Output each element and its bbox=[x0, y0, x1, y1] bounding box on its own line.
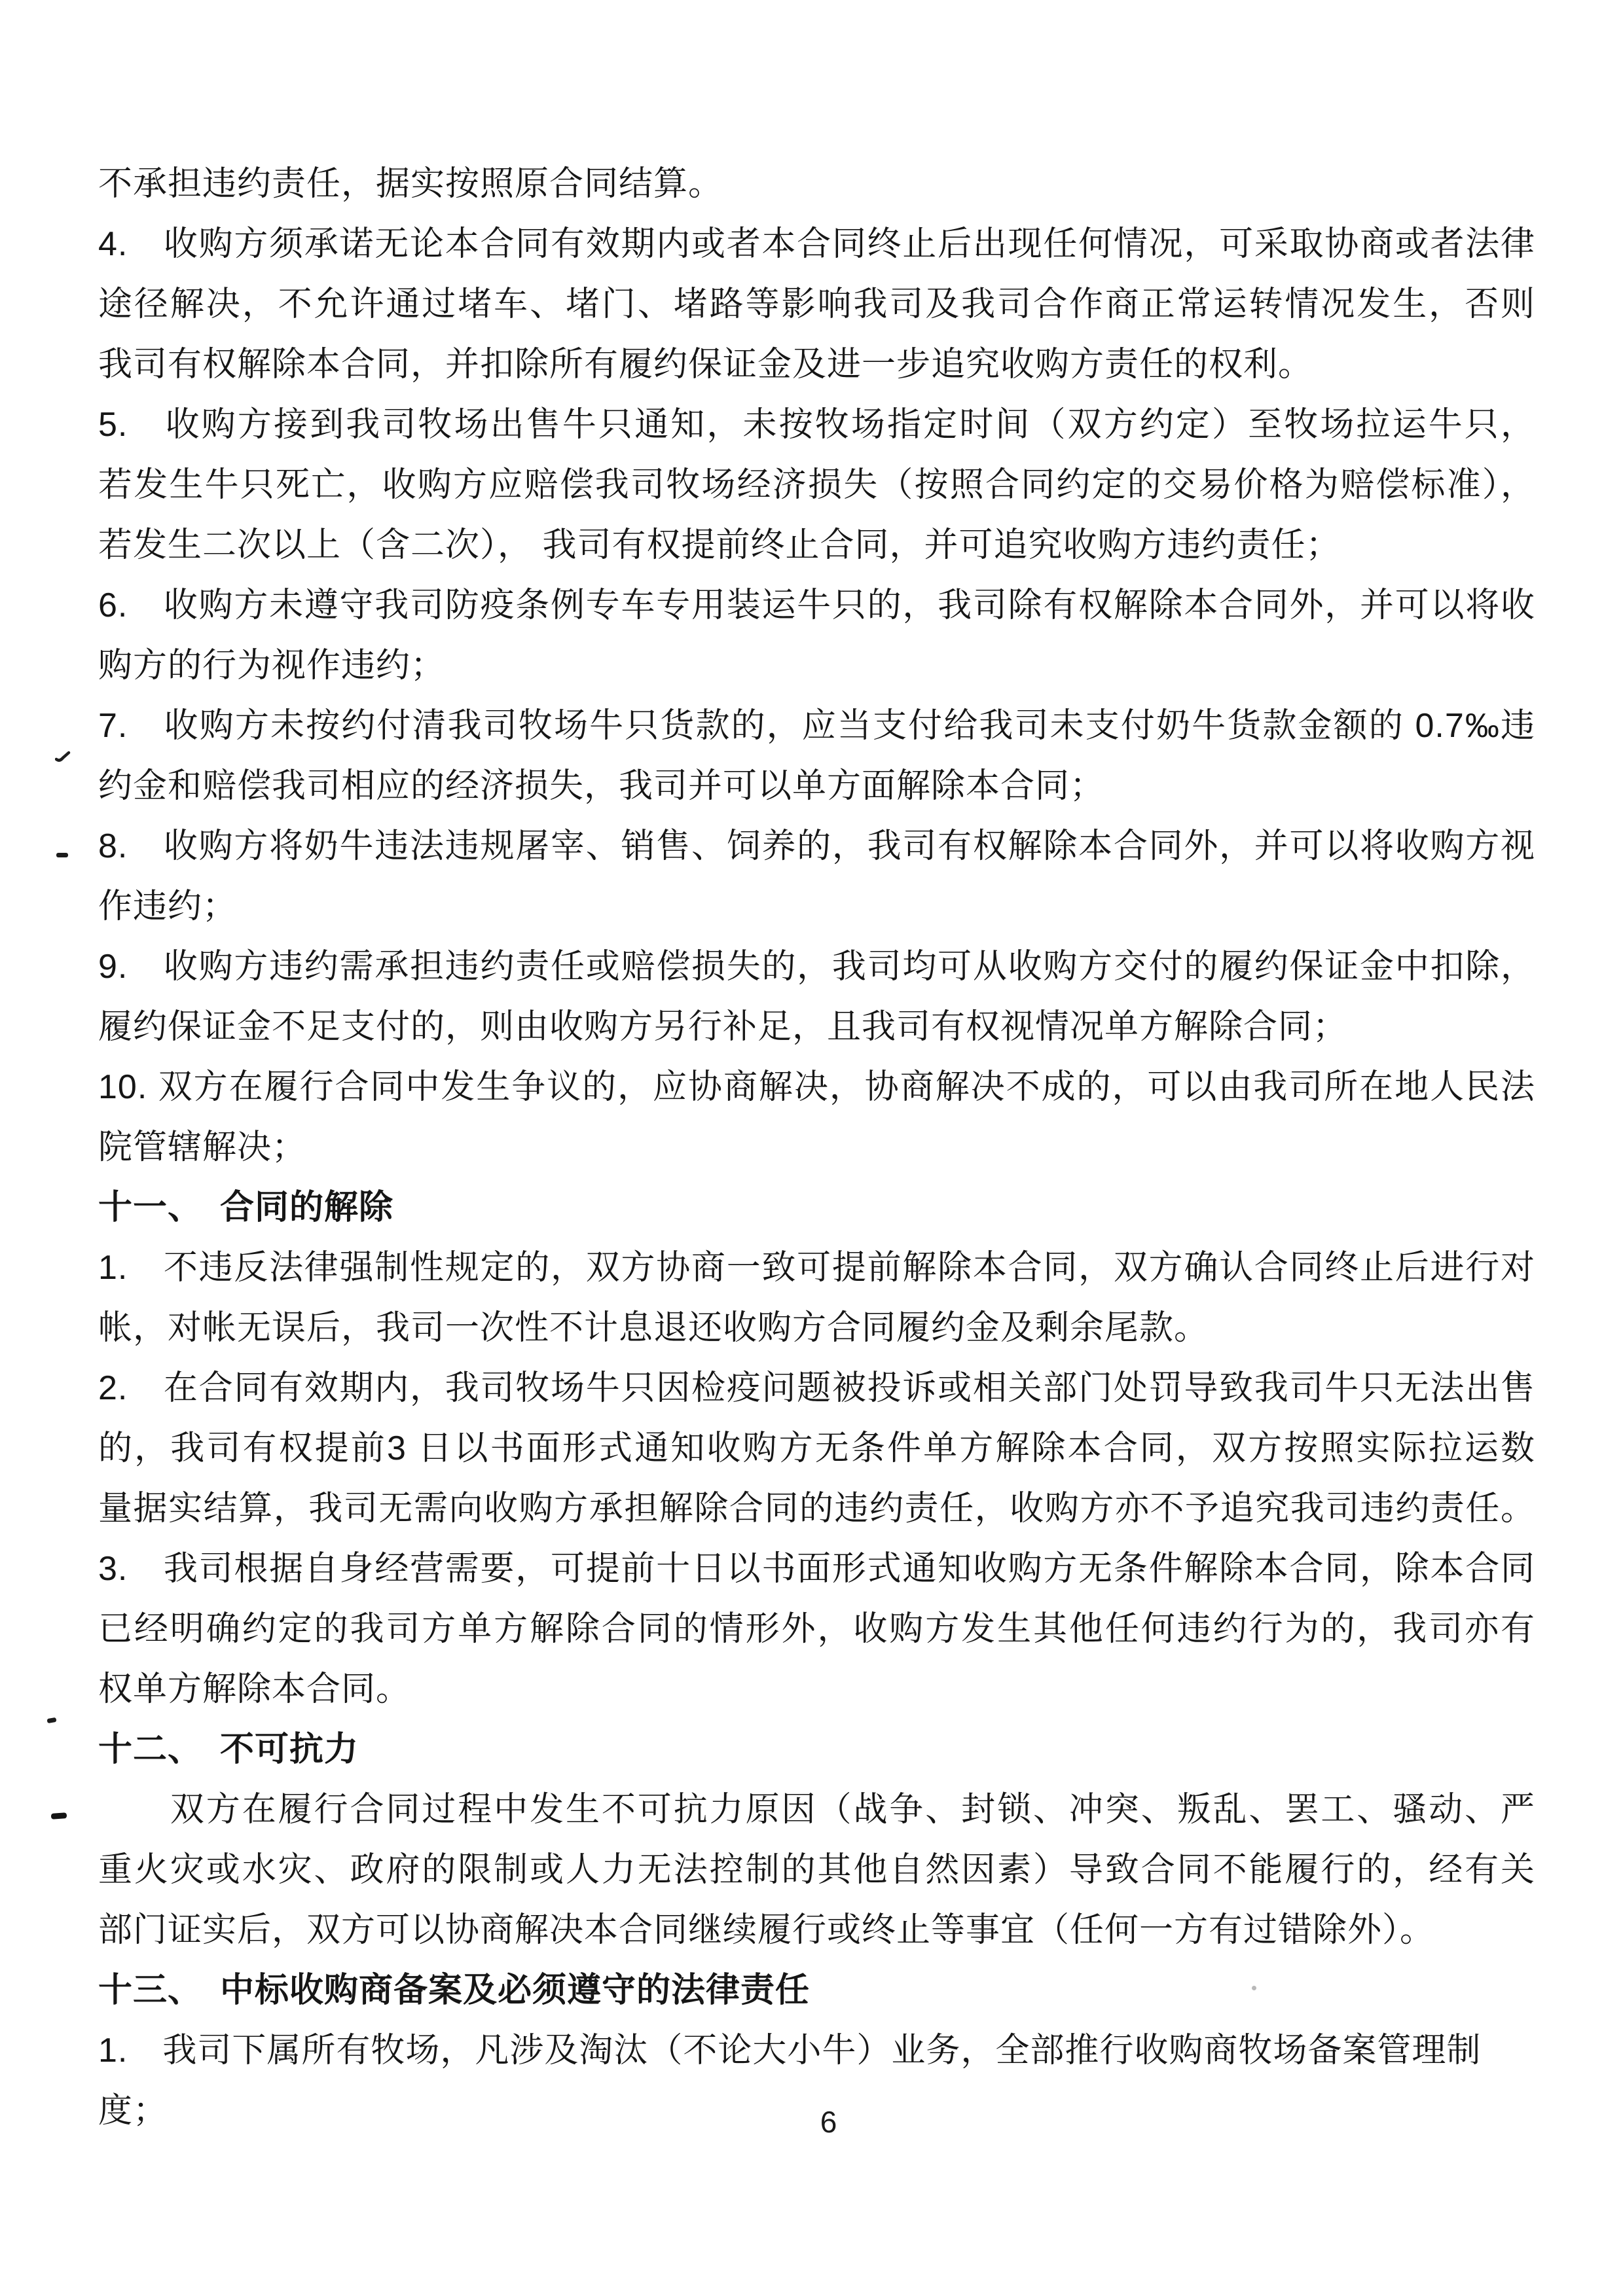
document-line: 院管辖解决； bbox=[98, 1128, 307, 1166]
document-line: 2. 在合同有效期内，我司牧场牛只因检疫问题被投诉或相关部门处罚导致我司牛只无法出售 bbox=[98, 1369, 1535, 1407]
margin-dash-mark bbox=[56, 853, 68, 857]
document-line: 履约保证金不足支付的，则由收购方另行补足，且我司有权视情况单方解除合同； bbox=[98, 1008, 1348, 1046]
document-line: 若发生牛只死亡，收购方应赔偿我司牧场经济损失（按照合同约定的交易价格为赔偿标准）， bbox=[98, 466, 1535, 504]
document-line: 购方的行为视作违约； bbox=[98, 647, 446, 685]
document-line: 3. 我司根据自身经营需要，可提前十日以书面形式通知收购方无条件解除本合同，除本合同 bbox=[98, 1550, 1535, 1588]
document-line: 帐，对帐无误后，我司一次性不计息退还收购方合同履约金及剩余尾款。 bbox=[98, 1309, 1209, 1347]
document-line: 的，我司有权提前3 日以书面形式通知收购方无条件单方解除本合同，双方按照实际拉运数 bbox=[98, 1429, 1535, 1467]
document-line: 6. 收购方未遵守我司防疫条例专车专用装运牛只的，我司除有权解除本合同外，并可以将收 bbox=[98, 586, 1535, 624]
page-number: 6 bbox=[820, 2105, 837, 2139]
document-line: 不承担违约责任，据实按照原合同结算。 bbox=[98, 165, 723, 203]
document-line: 部门证实后，双方可以协商解决本合同继续履行或终止等事宜（任何一方有过错除外）。 bbox=[98, 1911, 1435, 1949]
document-lines bbox=[98, 154, 1535, 2130]
handwritten-tick-mark bbox=[55, 750, 71, 766]
section-heading: 十二、 不可抗力 bbox=[98, 1731, 359, 1768]
document-line: 我司有权解除本合同，并扣除所有履约保证金及进一步追究收购方责任的权利。 bbox=[98, 346, 1313, 384]
document-line: 作违约； bbox=[98, 888, 238, 925]
document-line: 权单方解除本合同。 bbox=[98, 1670, 411, 1708]
document-line: 若发生二次以上（含二次）， 我司有权提前终止合同，并可追究收购方违约责任； bbox=[98, 526, 1341, 564]
margin-dash-mark bbox=[46, 1717, 56, 1723]
document-line: 途径解决，不允许通过堵车、堵门、堵路等影响我司及我司合作商正常运转情况发生，否则 bbox=[98, 285, 1535, 323]
document-line: 1. 我司下属所有牧场，凡涉及淘汰（不论大小牛）业务，全部推行收购商牧场备案管理制度； bbox=[98, 2032, 1482, 2130]
section-heading: 十一、 合同的解除 bbox=[98, 1189, 394, 1227]
document-line: 量据实结算，我司无需向收购方承担解除合同的违约责任，收购方亦不予追究我司违约责任。 bbox=[98, 1490, 1535, 1528]
document-line: 7. 收购方未按约付清我司牧场牛只货款的，应当支付给我司未支付奶牛货款金额的 0.7‰违 bbox=[98, 707, 1535, 745]
section-heading: 十三、 中标收购商备案及必须遵守的法律责任 bbox=[98, 1971, 811, 2009]
document-line: 重火灾或水灾、政府的限制或人力无法控制的其他自然因素）导致合同不能履行的，经有关 bbox=[98, 1851, 1535, 1889]
document-line: 8. 收购方将奶牛违法违规屠宰、销售、饲养的，我司有权解除本合同外，并可以将收购方视 bbox=[98, 827, 1535, 865]
document-line: 约金和赔偿我司相应的经济损失，我司并可以单方面解除本合同； bbox=[98, 767, 1105, 805]
document-line: 1. 不违反法律强制性规定的，双方协商一致可提前解除本合同，双方确认合同终止后进行对 bbox=[98, 1249, 1535, 1287]
document-line: 已经明确约定的我司方单方解除合同的情形外，收购方发生其他任何违约行为的，我司亦有 bbox=[98, 1610, 1535, 1648]
document-line: 双方在履行合同过程中发生不可抗力原因（战争、封锁、冲突、叛乱、罢工、骚动、严 bbox=[98, 1791, 1535, 1829]
document-line: 5. 收购方接到我司牧场出售牛只通知，未按牧场指定时间（双方约定）至牧场拉运牛只， bbox=[98, 406, 1535, 444]
margin-dash-mark bbox=[51, 1812, 67, 1820]
document-line: 10. 双方在履行合同中发生争议的，应协商解决，协商解决不成的，可以由我司所在地人民法 bbox=[98, 1068, 1535, 1106]
document-line: 9. 收购方违约需承担违约责任或赔偿损失的，我司均可从收购方交付的履约保证金中扣除， bbox=[98, 948, 1535, 986]
document-line: 4. 收购方须承诺无论本合同有效期内或者本合同终止后出现任何情况，可采取协商或者法律 bbox=[98, 225, 1535, 263]
